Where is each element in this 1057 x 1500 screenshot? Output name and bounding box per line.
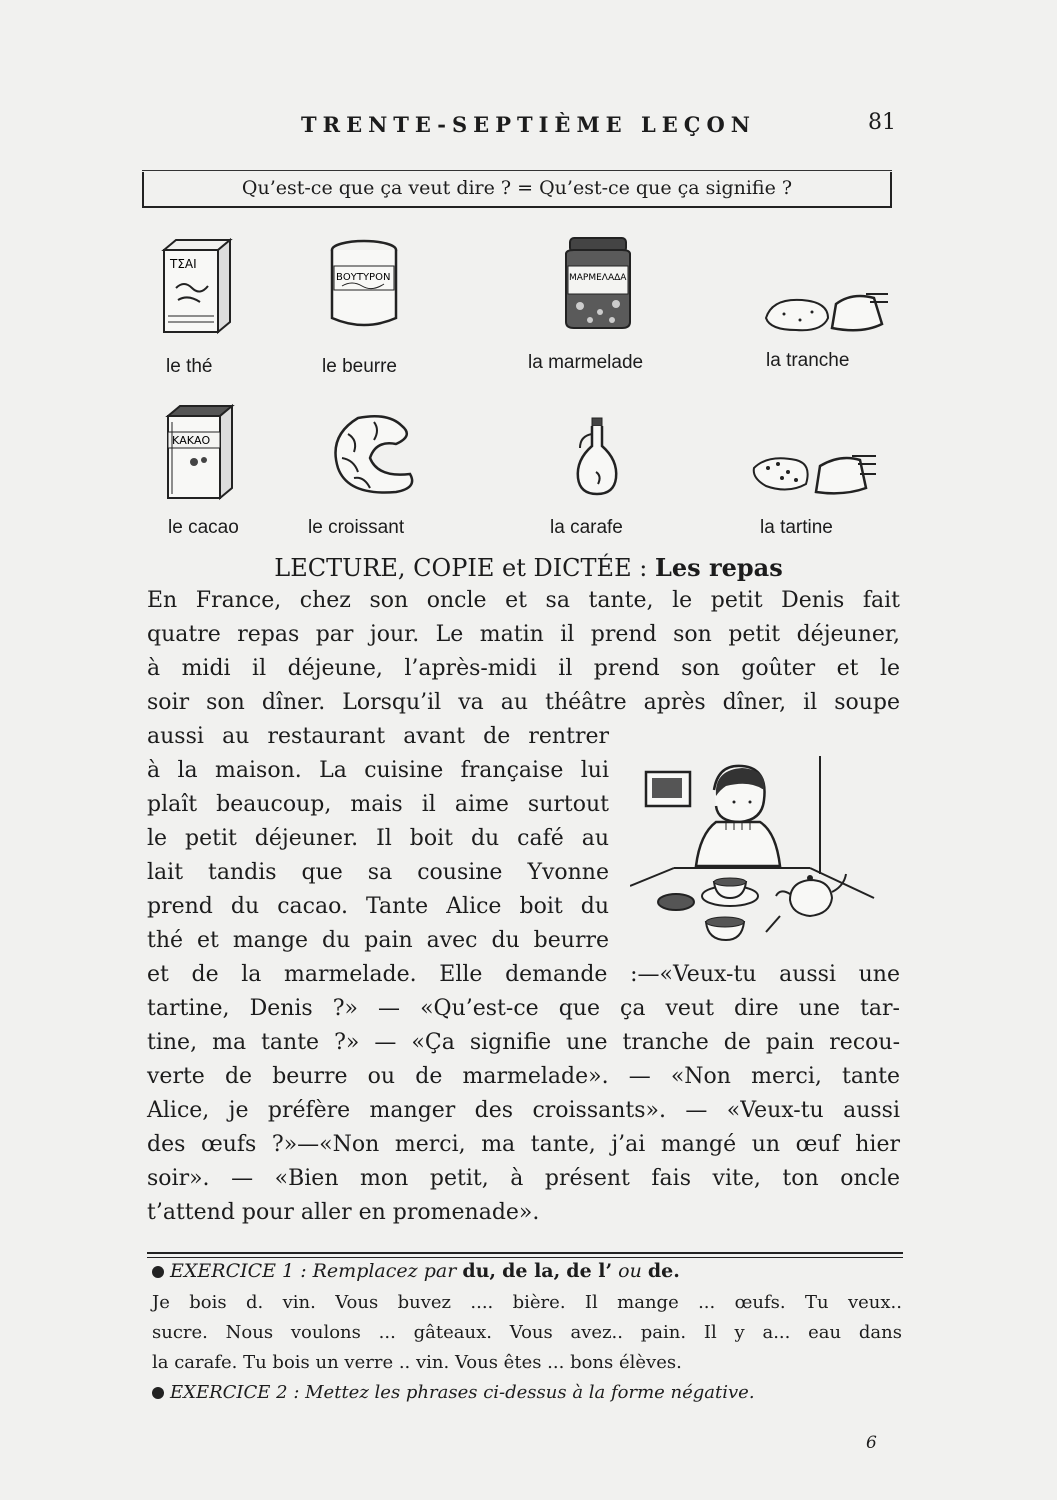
exercise-rule — [147, 1252, 903, 1254]
exercise-1-word: de la, — [502, 1260, 561, 1282]
reading-title-main: LECTURE, COPIE et DICTÉE : — [274, 554, 648, 582]
butter-tub-icon — [326, 238, 402, 334]
bread-slice-icon — [762, 288, 892, 338]
page-number: 81 — [868, 110, 896, 135]
reading-line: t’attend pour aller en promenade». — [147, 1200, 540, 1225]
breakfast-illustration — [630, 756, 880, 946]
vocab-label: la carafe — [550, 517, 623, 538]
exercise-2 — [152, 1382, 755, 1403]
bullet-icon — [152, 1266, 164, 1278]
exercise-1-word: du, — [462, 1260, 497, 1282]
reading-line: tine, ma tante ?» — «Ça signifie une tranche de pain recou- — [147, 1030, 900, 1055]
reading-line: verte de beurre ou de marmelade». — «Non merci, tante — [147, 1064, 900, 1089]
butter-tub-text: ΒΟΥΤΥΡΟΝ — [336, 272, 391, 283]
reading-subtitle: Les repas — [654, 553, 783, 582]
reading-line: tartine, Denis ?» — «Qu’est-ce que ça veut dire une tar- — [147, 996, 900, 1021]
cocoa-box-text: ΚΑΚΑΟ — [172, 434, 211, 447]
tea-box-text: ΤΣΑΙ — [170, 257, 197, 271]
exercise-1-word: de. — [647, 1260, 680, 1282]
marmalade-jar-icon — [560, 236, 636, 330]
reading-line: soir son dîner. Lorsqu’il va au théâtre après dîner, il soupe — [147, 690, 900, 715]
lesson-title: TRENTE-SEPTIÈME LEÇON — [301, 112, 756, 137]
reading-line: à la maison. La cuisine française lui — [147, 758, 609, 783]
reading-line: le petit déjeuner. Il boit du café au — [147, 826, 609, 851]
vocab-label: le beurre — [322, 356, 397, 377]
signature-folio: 6 — [866, 1433, 877, 1453]
exercise-1-instruction: EXERCICE 1 : Remplacez par — [170, 1260, 457, 1282]
reading-line: à midi il déjeune, l’après-midi il prend son goûter et le — [147, 656, 900, 681]
vocab-label: le croissant — [308, 517, 405, 538]
exercise-1-word: de l’ — [566, 1260, 613, 1282]
cocoa-box-icon — [164, 402, 240, 502]
reading-line: soir». — «Bien mon petit, à présent fais vite, ton oncle — [147, 1166, 900, 1191]
box-top-rule — [142, 170, 892, 171]
vocab-label: le thé — [166, 356, 213, 377]
vocab-label: la marmelade — [528, 352, 644, 373]
reading-line: plaît beaucoup, mais il aime surtout — [147, 792, 609, 817]
bullet-icon — [152, 1387, 164, 1399]
exercise-1-line: la carafe. Tu bois un verre .. vin. Vous êtes ... bons élèves. — [152, 1352, 682, 1373]
exercise-1-or: ou — [618, 1260, 642, 1282]
reading-line: thé et mange du pain avec du beurre — [147, 928, 609, 953]
phrase-box-text: Qu’est-ce que ça veut dire ? = Qu’est-ce que ça signifie ? — [241, 177, 793, 199]
reading-line: quatre repas par jour. Le matin il prend son petit déjeuner, — [147, 622, 900, 647]
exercise-1-heading — [152, 1260, 680, 1282]
exercise-1-line: sucre. Nous voulons ... gâteaux. Vous avez.. pain. Il y a... eau dans — [152, 1322, 902, 1343]
exercise-rule — [147, 1257, 903, 1258]
carafe-icon — [572, 416, 622, 498]
reading-title — [0, 553, 1057, 582]
reading-line: et de la marmelade. Elle demande :—«Veux-tu aussi une — [147, 962, 900, 987]
phrase-box — [142, 172, 892, 208]
exercise-1-line: Je bois d. vin. Vous buvez .... bière. Il mange ... œufs. Tu veux.. — [152, 1292, 902, 1313]
reading-line: aussi au restaurant avant de rentrer — [147, 724, 609, 749]
tea-box-icon — [158, 236, 238, 336]
vocab-label: le cacao — [168, 517, 239, 538]
tartine-icon — [748, 450, 880, 500]
reading-line: prend du cacao. Tante Alice boit du — [147, 894, 609, 919]
vocab-label: la tartine — [760, 517, 833, 538]
vocab-label: la tranche — [766, 350, 850, 371]
reading-line: des œufs ?»—«Non merci, ma tante, j’ai mangé un œuf hier — [147, 1132, 900, 1157]
reading-line: En France, chez son oncle et sa tante, le petit Denis fait — [147, 588, 900, 613]
reading-line: lait tandis que sa cousine Yvonne — [147, 860, 609, 885]
marmalade-jar-text: ΜΑΡΜΕΛΑΔΑ — [569, 273, 627, 283]
exercise-2-text: EXERCICE 2 : Mettez les phrases ci-dessus à la forme négative. — [170, 1382, 755, 1403]
reading-line: Alice, je préfère manger des croissants». — «Veux-tu aussi — [147, 1098, 900, 1123]
croissant-icon — [318, 412, 428, 496]
